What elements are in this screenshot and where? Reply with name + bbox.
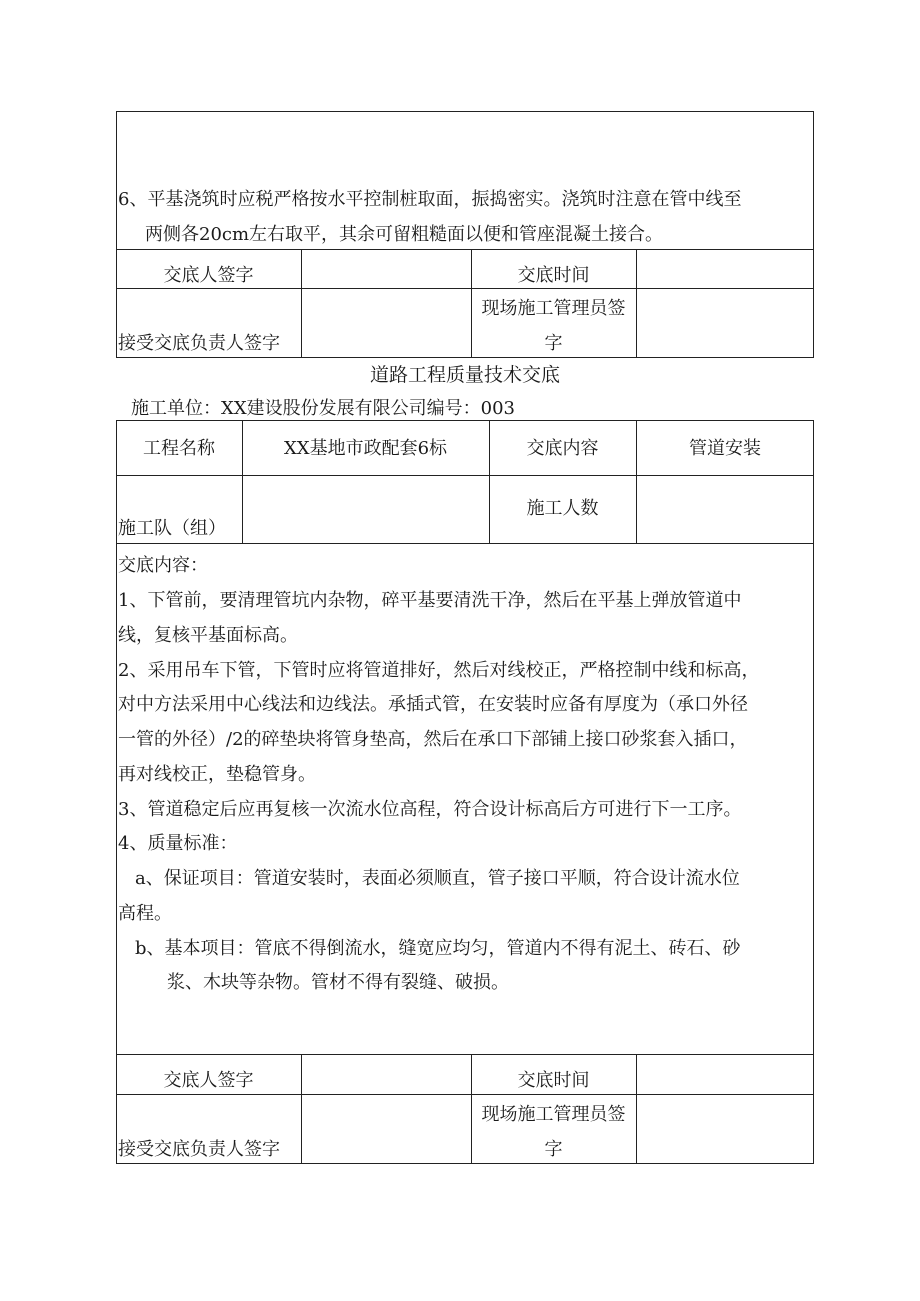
sig-col-divider-3 [636, 1054, 637, 1164]
handover-time-label: 交底时间 [517, 1070, 590, 1091]
body-heading: 交底内容： [118, 555, 208, 576]
prev-row-divider-1 [116, 249, 814, 250]
body-line: 高程。 [118, 903, 172, 924]
prev-handover-signature-label: 交底人签字 [163, 265, 254, 286]
body-line: 浆、木块等杂物。管材不得有裂缝、破损。 [167, 972, 509, 993]
prev-receiver-signature-label: 接受交底负责人签字 [118, 333, 280, 354]
manager-signature-label-2: 字 [544, 1139, 563, 1160]
prev-handover-time-label: 交底时间 [517, 265, 590, 286]
body-line: a、保证项目：管道安装时，表面必须顺直，管子接口平顺，符合设计流水位 [135, 868, 740, 889]
body-line: 4、质量标准： [118, 833, 238, 854]
body-line: 1、下管前，要清理管坑内杂物，碎平基要清洗干净，然后在平基上弹放管道中 [118, 590, 742, 611]
content-label: 交底内容 [526, 438, 599, 459]
body-line: 再对线校正，垫稳管身。 [118, 764, 316, 785]
prev-item-6-line-2: 两侧各20cm左右取平，其余可留粗糙面以便和管座混凝土接合。 [145, 224, 664, 245]
construction-unit-line: 施工单位：XX建设股份发展有限公司编号：003 [131, 398, 515, 419]
handover-signature-label: 交底人签字 [163, 1070, 254, 1091]
page-title: 道路工程质量技术交底 [369, 364, 560, 386]
main-row-divider-1 [116, 475, 814, 476]
body-line: b、基本项目：管底不得倒流水，缝宽应均匀，管道内不得有泥土、砖石、砂 [135, 938, 741, 959]
sig-col-divider-1 [301, 1054, 302, 1164]
body-line: 对中方法采用中心线法和边线法。承插式管，在安装时应备有厚度为（承口外径 [118, 694, 748, 715]
body-line: 一管的外径）/2的碎垫块将管身垫高，然后在承口下部铺上接口砂浆套入插口， [118, 729, 748, 750]
main-row-divider-3 [116, 1054, 814, 1055]
content-value: 管道安装 [689, 438, 761, 459]
main-row-divider-2 [116, 543, 814, 544]
project-name-value: XX基地市政配套6标 [283, 438, 448, 459]
receiver-signature-label: 接受交底负责人签字 [118, 1139, 280, 1160]
body-line: 线，复核平基面标高。 [118, 625, 298, 646]
workers-label: 施工人数 [526, 498, 599, 519]
body-line: 2、采用吊车下管，下管时应将管道排好，然后对线校正，严格控制中线和标高， [118, 660, 760, 681]
prev-item-6-line-1: 6、平基浇筑时应税严格按水平控制桩取面，振捣密实。浇筑时注意在管中线至 [118, 189, 742, 210]
manager-signature-label-1: 现场施工管理员签 [481, 1104, 626, 1125]
body-line: 3、管道稳定后应再复核一次流水位高程，符合设计标高后方可进行下一工序。 [118, 799, 742, 820]
project-name-label: 工程名称 [143, 438, 215, 459]
team-label: 施工队（组） [118, 518, 226, 539]
prev-manager-signature-label-1: 现场施工管理员签 [481, 298, 626, 319]
prev-col-divider-1 [301, 249, 302, 358]
main-row-divider-4 [116, 1094, 814, 1095]
prev-manager-signature-label-2: 字 [544, 333, 563, 354]
prev-col-divider-3 [636, 249, 637, 358]
